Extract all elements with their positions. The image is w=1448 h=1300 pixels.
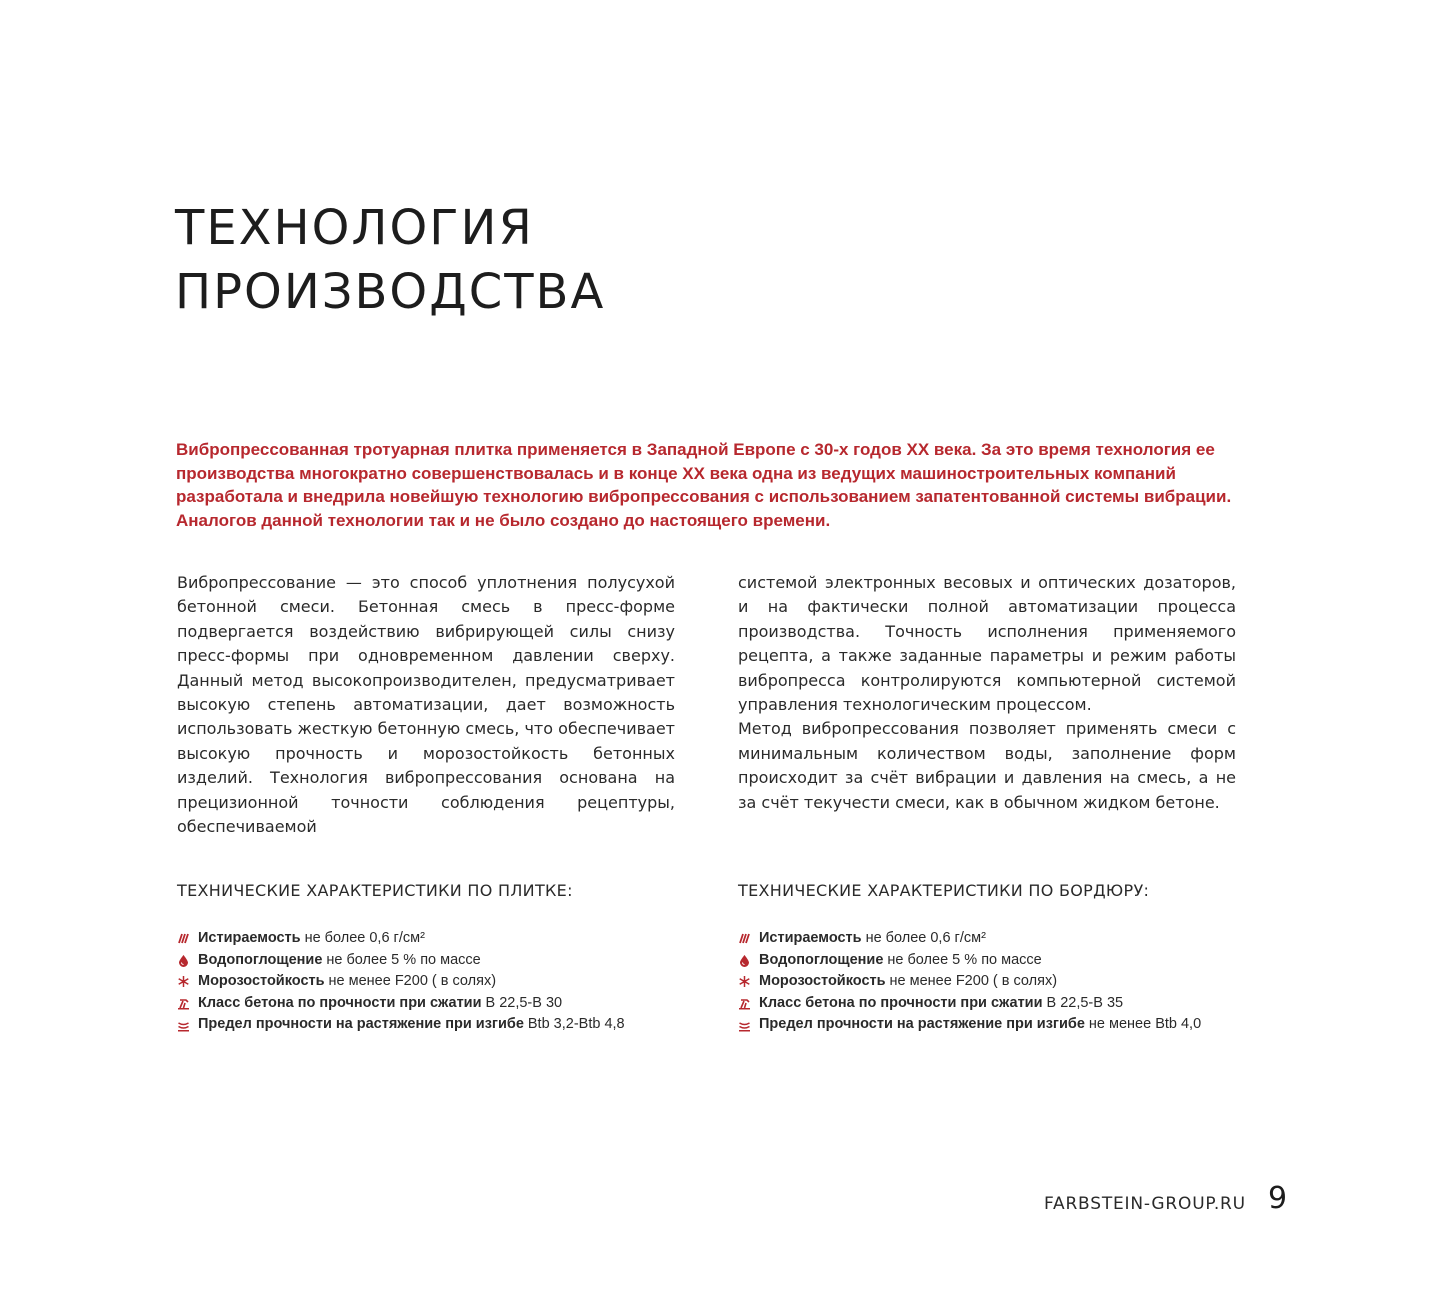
body-column-left [177,571,675,839]
tile-specs-heading: ТЕХНИЧЕСКИЕ ХАРАКТЕРИСТИКИ ПО ПЛИТКЕ: [177,881,573,900]
water-drop-icon [177,954,190,967]
body-left-paragraph: Вибропрессование — это способ уплотнения полусухой бетонной смеси. Бетонная смесь в пресс-форме подвергается воздействию вибрирующей силы снизу пресс-формы при одновременном давлении сверху. Данный метод высокопроизводителен, предусматривает высокую степень автоматизации, дает возможность использовать жесткую бетонную смесь, что обеспечивает высокую прочность и морозостойкость бетонных изделий. Технология вибропрессования основана на прецизионной точности соблюдения рецептуры, обеспечиваемой [177,573,675,837]
spec-item-water [177,950,625,972]
spec-label: Предел прочности на растяжение при изгибе [759,1016,1085,1033]
spec-value: не более 0,6 г/см² [865,930,986,946]
spec-item-abrasion [738,928,1201,950]
water-drop-icon [738,954,751,967]
spec-value: В 22,5-В 35 [1046,994,1124,1011]
curb-specs-heading: ТЕХНИЧЕСКИЕ ХАРАКТЕРИСТИКИ ПО БОРДЮРУ: [738,881,1150,900]
spec-label: Класс бетона по прочности при сжатии [198,994,482,1011]
spec-value: не менее Btb 4,0 [1088,1016,1202,1033]
snowflake-icon [738,975,751,988]
body-right-paragraph-1: системой электронных весовых и оптических дозаторов, и на фактически полной автоматизации процесса производства. Точность исполнения применяемого рецепта, а также заданные параметры и режим работы вибропресса контролируются компьютерной системой управления технологическим процессом. [738,573,1236,715]
spec-label: Класс бетона по прочности при сжатии [759,994,1043,1011]
spec-value: не более 0,6 г/см² [304,930,425,946]
body-column-right [738,571,1236,815]
spec-item-water [738,950,1201,972]
spec-label: Истираемость [759,930,862,946]
spec-label: Предел прочности на растяжение при изгибе [198,1016,524,1033]
spec-item-compression [177,993,625,1015]
spec-value: не менее F200 ( в солях) [889,973,1058,990]
spec-item-bending [738,1014,1201,1036]
spec-label: Водопоглощение [759,951,884,968]
tile-specs-list [177,928,625,1036]
bending-icon [738,1019,751,1032]
bending-icon [177,1019,190,1032]
spec-value: не более 5 % по массе [326,951,481,968]
spec-label: Истираемость [198,930,301,946]
spec-item-abrasion [177,928,625,950]
spec-value: не менее F200 ( в солях) [328,973,497,990]
spec-item-bending [177,1014,625,1036]
spec-item-frost [738,971,1201,993]
spec-label: Водопоглощение [198,951,323,968]
footer-website: FARBSTEIN-GROUP.RU [1044,1194,1246,1214]
page-title-line-1: ТЕХНОЛОГИЯ [175,200,534,256]
spec-label: Морозостойкость [198,973,325,990]
snowflake-icon [177,975,190,988]
page-number: 9 [1268,1181,1288,1216]
page-title [175,196,605,324]
body-right-paragraph-2: Метод вибропрессования позволяет применять смеси с минимальным количеством воды, заполнение форм происходит за счёт вибрации и давления на смесь, а не за счёт текучести смеси, как в обычном жидком бетоне. [738,719,1236,812]
compression-icon [738,997,751,1010]
spec-value: не более 5 % по массе [887,951,1042,968]
spec-label: Морозостойкость [759,973,886,990]
spec-value: Btb 3,2-Btb 4,8 [527,1016,625,1033]
spec-item-frost [177,971,625,993]
abrasion-icon [177,932,190,945]
spec-value: В 22,5-В 30 [485,994,563,1011]
spec-item-compression [738,993,1201,1015]
lead-paragraph: Вибропрессованная тротуарная плитка применяется в Западной Европе с 30-х годов XX века. За это время технология ее производства многократно совершенствовалась и в конце XX века одна из ведущих машиностроительных компаний разработала и внедрила новейшую технологию вибропрессования с использованием запатентованной системы вибрации. Аналогов данной технологии так и не было создано до настоящего времени. [176,440,1232,530]
page-title-line-2: ПРОИЗВОДСТВА [175,264,606,320]
abrasion-icon [738,932,751,945]
compression-icon [177,997,190,1010]
curb-specs-list [738,928,1201,1036]
